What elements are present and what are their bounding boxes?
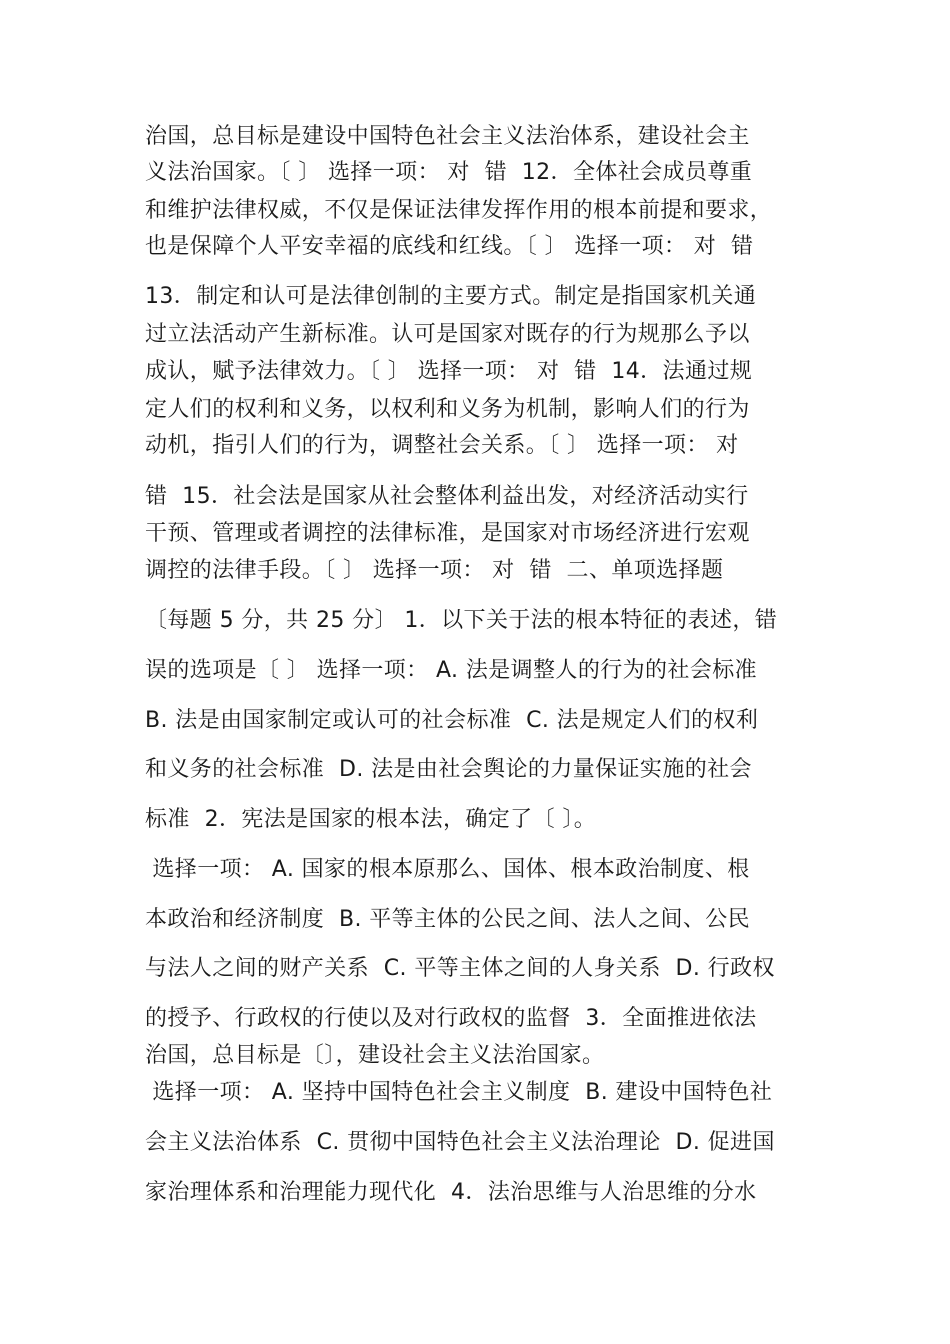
- text-line-19: 本政治和经济制度 B. 平等主体的公民之间、法人之间、公民: [145, 907, 751, 932]
- text-line-11: 干预、管理或者调控的法律标准，是国家对市场经济进行宏观: [145, 521, 750, 546]
- text-line-18: 选择一项： A. 国家的根本原那么、国体、根本政治制度、根: [145, 857, 750, 882]
- text-line-9: 动机，指引人们的行为，调整社会关系。〔 〕 选择一项： 对: [145, 433, 739, 458]
- text-line-2: 义法治国家。〔 〕 选择一项： 对 错 12．全体社会成员尊重: [145, 160, 753, 185]
- text-line-6: 过立法活动产生新标准。认可是国家对既存的行为规那么予以: [145, 322, 750, 347]
- text-line-24: 会主义法治体系 C. 贯彻中国特色社会主义法治理论 D. 促进国: [145, 1130, 775, 1155]
- text-line-5: 13．制定和认可是法律创制的主要方式。制定是指国家机关通: [145, 284, 757, 309]
- text-line-1: 治国，总目标是建设中国特色社会主义法治体系，建设社会主: [145, 124, 750, 149]
- text-line-12: 调控的法律手段。〔 〕 选择一项： 对 错 二、单项选择题: [145, 558, 724, 583]
- text-line-15: B. 法是由国家制定或认可的社会标准 C. 法是规定人们的权利: [145, 708, 759, 733]
- text-line-25: 家治理体系和治理能力现代化 4．法治思维与人治思维的分水: [145, 1180, 757, 1205]
- text-line-4: 也是保障个人平安幸福的底线和红线。〔 〕 选择一项： 对 错: [145, 234, 754, 259]
- text-line-17: 标准 2．宪法是国家的根本法，确定了〔 〕。: [145, 807, 597, 832]
- text-line-21: 的授予、行政权的行使以及对行政权的监督 3．全面推进依法: [145, 1006, 757, 1031]
- text-line-10: 错 15．社会法是国家从社会整体利益出发，对经济活动实行: [145, 484, 749, 509]
- text-line-20: 与法人之间的财产关系 C. 平等主体之间的人身关系 D. 行政权: [145, 956, 775, 981]
- text-line-7: 成认，赋予法律效力。〔 〕 选择一项： 对 错 14．法通过规: [145, 359, 753, 384]
- text-line-23: 选择一项： A. 坚持中国特色社会主义制度 B. 建设中国特色社: [145, 1080, 773, 1105]
- text-line-3: 和维护法律权威，不仅是保证法律发挥作用的根本前提和要求，: [145, 198, 773, 223]
- text-line-13: 〔每题 5 分，共 25 分〕 1．以下关于法的根本特征的表述，错: [145, 608, 778, 633]
- text-line-14: 误的选项是〔 〕 选择一项： A. 法是调整人的行为的社会标准: [145, 658, 758, 683]
- text-line-8: 定人们的权利和义务，以权利和义务为机制，影响人们的行为: [145, 397, 750, 422]
- text-line-16: 和义务的社会标准 D. 法是由社会舆论的力量保证实施的社会: [145, 757, 752, 782]
- text-line-22: 治国，总目标是〔〕，建设社会主义法治国家。: [145, 1043, 605, 1068]
